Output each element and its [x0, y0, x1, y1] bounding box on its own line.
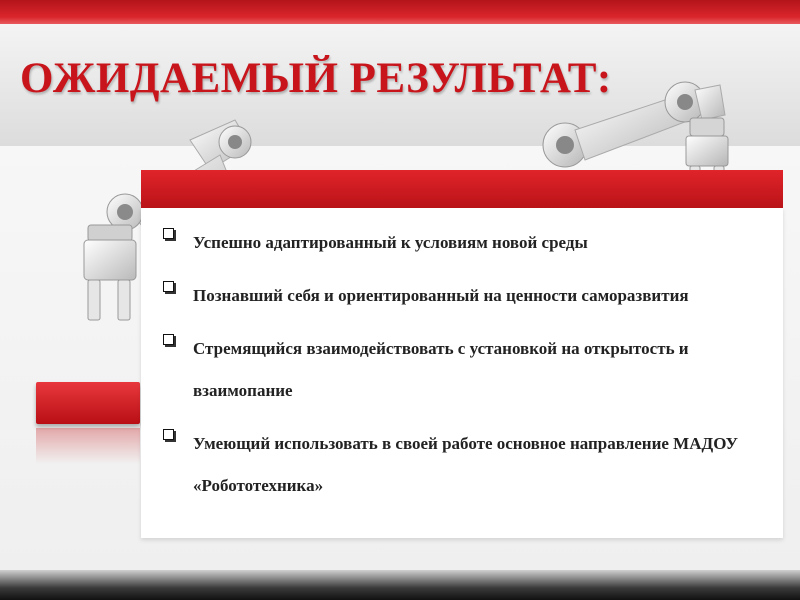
- bullet-text: Познавший себя и ориентированный на ценности саморазвития: [193, 286, 689, 305]
- hollow-square-bullet-icon: [163, 228, 174, 239]
- hollow-square-bullet-icon: [163, 281, 174, 292]
- list-item: [163, 275, 763, 317]
- red-block-reflection: [36, 428, 140, 464]
- red-banner: [141, 170, 783, 208]
- bottom-bar: [0, 570, 800, 600]
- list-item: [163, 328, 763, 412]
- bullet-text: Умеющий использовать в своей работе основное направление МАДОУ «Робототехника»: [193, 434, 738, 495]
- bullet-list: [163, 222, 763, 518]
- slide-title: ОЖИДАЕМЫЙ РЕЗУЛЬТАТ:: [20, 55, 612, 102]
- decorative-red-block: [36, 382, 140, 424]
- bullet-text: Стремящийся взаимодействовать с установкой на открытость и взаимопание: [193, 339, 689, 400]
- hollow-square-bullet-icon: [163, 429, 174, 440]
- list-item: [163, 423, 763, 507]
- hollow-square-bullet-icon: [163, 334, 174, 345]
- list-item: [163, 222, 763, 264]
- top-red-bar: [0, 0, 800, 24]
- bullet-text: Успешно адаптированный к условиям новой среды: [193, 233, 588, 252]
